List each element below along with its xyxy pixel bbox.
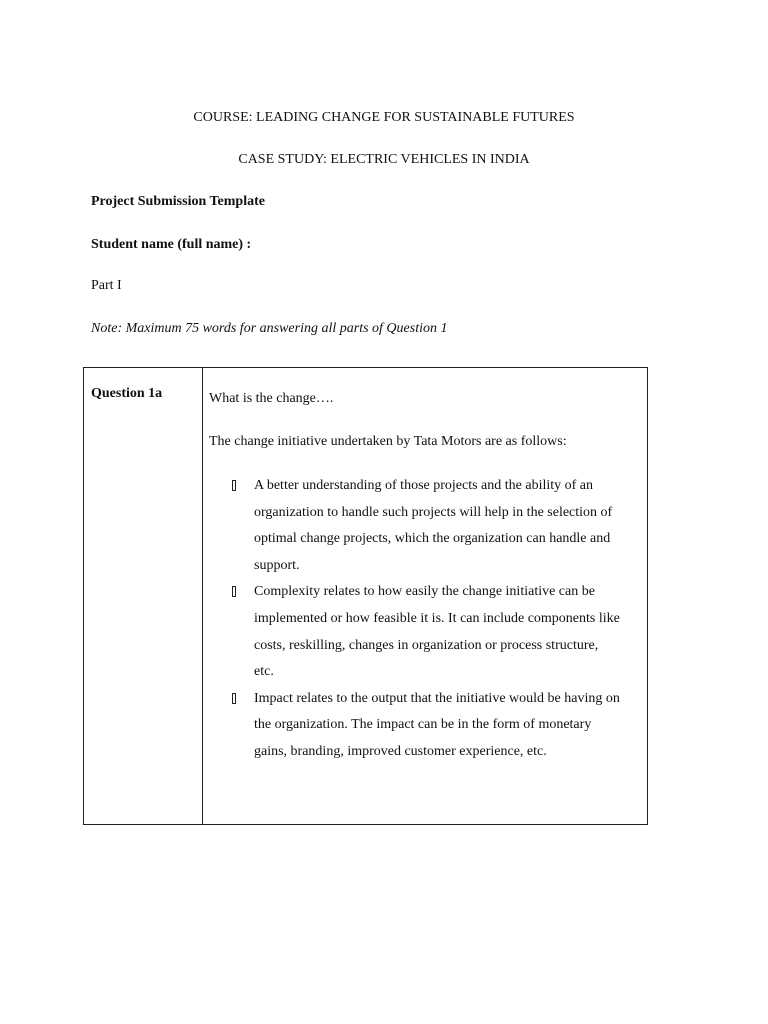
case-study-title: CASE STUDY: ELECTRIC VEHICLES IN INDIA xyxy=(238,152,530,167)
template-title: Project Submission Template xyxy=(91,194,265,209)
answer-intro: The change initiative undertaken by Tata Motors are as follows: xyxy=(209,434,567,449)
bullet-text: Complexity relates to how easily the change initiative can be implemented or how feasible it is. It can include components like costs, reskilling, changes in organization or process structure, etc. xyxy=(254,584,620,680)
part-heading: Part I xyxy=(91,278,122,293)
word-limit-note: Note: Maximum 75 words for answering all parts of Question 1 xyxy=(91,321,448,336)
list-item xyxy=(231,579,621,685)
list-item xyxy=(231,473,621,579)
column-divider xyxy=(202,368,203,824)
bullet-icon xyxy=(231,473,240,500)
bullet-text: Impact relates to the output that the initiative would be having on the organization. The impact can be in the form of monetary gains, branding, improved customer experience, etc. xyxy=(254,690,620,759)
answer-bullet-list xyxy=(231,473,621,766)
list-item xyxy=(231,686,621,766)
bullet-icon xyxy=(231,579,240,606)
bullet-icon xyxy=(231,686,240,713)
bullet-text: A better understanding of those projects and the ability of an organization to handle such projects will help in the selection of optimal change projects, which the organization can handle and support. xyxy=(254,478,613,573)
question-table xyxy=(83,367,648,825)
question-label: Question 1a xyxy=(91,386,163,401)
student-name-label: Student name (full name) : xyxy=(91,237,252,252)
course-title: COURSE: LEADING CHANGE FOR SUSTAINABLE FUTURES xyxy=(193,110,575,125)
question-prompt: What is the change…. xyxy=(209,391,334,406)
